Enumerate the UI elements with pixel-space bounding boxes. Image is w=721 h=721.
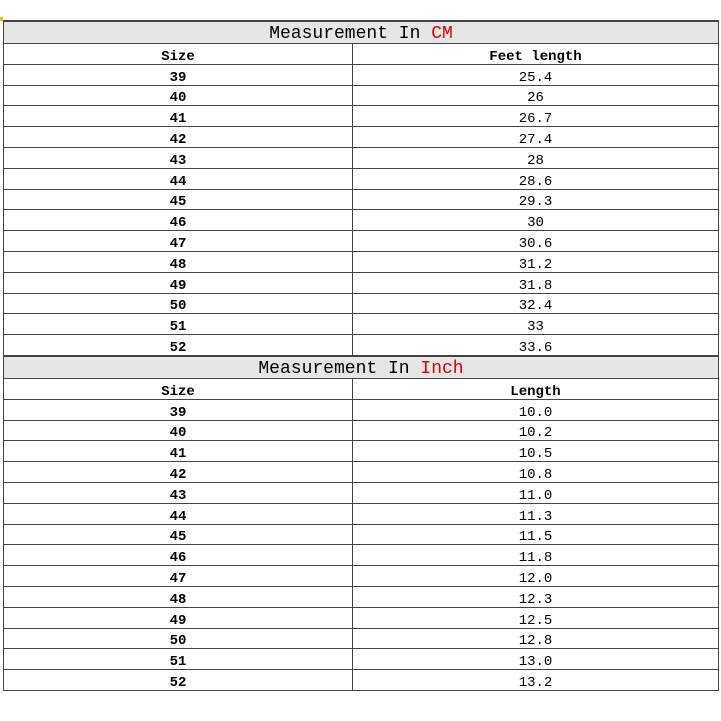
inch-length-cell: 13.2 (353, 670, 719, 691)
inch-title-row (4, 356, 719, 379)
cm-table-row (4, 127, 719, 148)
inch-table-row (4, 462, 719, 483)
inch-size-cell: 50 (4, 628, 353, 649)
inch-table-row (4, 503, 719, 524)
inch-title-unit: Inch (420, 358, 464, 379)
size-chart-table (3, 20, 719, 691)
inch-table-row (4, 399, 719, 420)
inch-table-row (4, 628, 719, 649)
cm-size-cell: 49 (4, 272, 353, 293)
cm-size-cell: 52 (4, 335, 353, 356)
cm-table-row (4, 251, 719, 272)
cm-length-cell: 31.2 (353, 251, 719, 272)
inch-length-cell: 12.5 (353, 607, 719, 628)
cm-length-cell: 30.6 (353, 231, 719, 252)
cm-size-cell: 51 (4, 314, 353, 335)
cm-title-prefix: Measurement In (269, 24, 432, 44)
cm-table-row (4, 231, 719, 252)
inch-length-cell: 10.2 (353, 420, 719, 441)
inch-header-row (4, 378, 719, 399)
cm-size-cell: 42 (4, 127, 353, 148)
cm-length-cell: 33 (353, 314, 719, 335)
cm-size-cell: 46 (4, 210, 353, 231)
cm-size-cell: 50 (4, 293, 353, 314)
cm-table-row (4, 64, 719, 85)
size-chart-sheet (3, 20, 718, 691)
cm-table-row (4, 210, 719, 231)
inch-length-cell: 13.0 (353, 649, 719, 670)
inch-length-cell: 10.0 (353, 399, 719, 420)
cm-table-row (4, 85, 719, 106)
cm-table-row (4, 272, 719, 293)
inch-section (4, 356, 719, 690)
inch-length-cell: 12.0 (353, 566, 719, 587)
inch-title (4, 356, 719, 379)
inch-size-cell: 47 (4, 566, 353, 587)
cm-title (4, 21, 719, 44)
inch-header-size: Size (4, 378, 353, 399)
inch-length-cell: 10.5 (353, 441, 719, 462)
inch-size-cell: 42 (4, 462, 353, 483)
cm-header-row (4, 44, 719, 65)
cm-length-cell: 29.3 (353, 189, 719, 210)
cm-title-unit: CM (431, 24, 453, 44)
cm-size-cell: 40 (4, 85, 353, 106)
cm-size-cell: 44 (4, 168, 353, 189)
inch-table-row (4, 607, 719, 628)
cm-size-cell: 47 (4, 231, 353, 252)
cm-size-cell: 41 (4, 106, 353, 127)
cm-header-length: Feet length (353, 44, 719, 65)
inch-header-length: Length (353, 378, 719, 399)
inch-length-cell: 12.3 (353, 586, 719, 607)
cm-table-row (4, 189, 719, 210)
cm-table-row (4, 168, 719, 189)
inch-size-cell: 51 (4, 649, 353, 670)
inch-length-cell: 11.0 (353, 482, 719, 503)
inch-size-cell: 41 (4, 441, 353, 462)
inch-size-cell: 52 (4, 670, 353, 691)
inch-size-cell: 44 (4, 503, 353, 524)
cm-header-size: Size (4, 44, 353, 65)
inch-size-cell: 46 (4, 545, 353, 566)
cm-table-row (4, 293, 719, 314)
cm-length-cell: 32.4 (353, 293, 719, 314)
inch-table-row (4, 420, 719, 441)
cm-title-row (4, 21, 719, 44)
cm-table-row (4, 147, 719, 168)
inch-table-row (4, 482, 719, 503)
cm-length-cell: 28.6 (353, 168, 719, 189)
inch-length-cell: 11.5 (353, 524, 719, 545)
inch-title-prefix: Measurement In (258, 358, 421, 379)
inch-table-row (4, 566, 719, 587)
cm-length-cell: 33.6 (353, 335, 719, 356)
inch-length-cell: 10.8 (353, 462, 719, 483)
cm-size-cell: 48 (4, 251, 353, 272)
inch-size-cell: 40 (4, 420, 353, 441)
cm-length-cell: 27.4 (353, 127, 719, 148)
inch-length-cell: 11.8 (353, 545, 719, 566)
cm-length-cell: 31.8 (353, 272, 719, 293)
inch-size-cell: 49 (4, 607, 353, 628)
cm-length-cell: 28 (353, 147, 719, 168)
cm-length-cell: 26 (353, 85, 719, 106)
inch-table-row (4, 670, 719, 691)
inch-length-cell: 12.8 (353, 628, 719, 649)
inch-table-row (4, 441, 719, 462)
cm-table-row (4, 106, 719, 127)
cm-length-cell: 25.4 (353, 64, 719, 85)
inch-length-cell: 11.3 (353, 503, 719, 524)
inch-size-cell: 45 (4, 524, 353, 545)
cm-table-row (4, 335, 719, 356)
cm-size-cell: 39 (4, 64, 353, 85)
cm-section (4, 21, 719, 356)
cm-length-cell: 26.7 (353, 106, 719, 127)
cm-size-cell: 45 (4, 189, 353, 210)
cm-table-row (4, 314, 719, 335)
inch-table-row (4, 524, 719, 545)
cm-length-cell: 30 (353, 210, 719, 231)
cm-size-cell: 43 (4, 147, 353, 168)
inch-table-row (4, 649, 719, 670)
inch-table-row (4, 545, 719, 566)
inch-size-cell: 43 (4, 482, 353, 503)
inch-size-cell: 48 (4, 586, 353, 607)
inch-table-row (4, 586, 719, 607)
inch-size-cell: 39 (4, 399, 353, 420)
